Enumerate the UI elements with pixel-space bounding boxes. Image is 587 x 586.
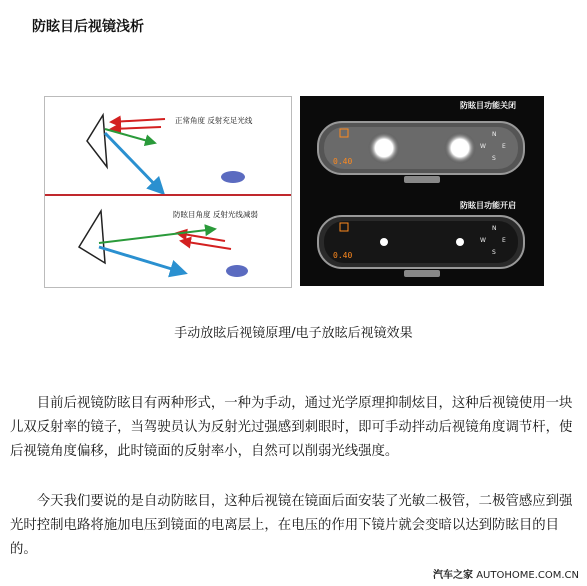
svg-text:N: N <box>492 131 497 138</box>
mirror-bottom <box>79 211 105 263</box>
svg-text:E: E <box>502 237 506 244</box>
readout-top: 0.40 <box>333 157 353 166</box>
photo-bottom-label: 防眩目功能开启 <box>460 201 516 210</box>
svg-text:S: S <box>492 249 496 256</box>
svg-text:W: W <box>480 237 486 244</box>
site-footer <box>433 566 579 581</box>
svg-text:S: S <box>492 155 496 162</box>
mirror-top <box>87 115 107 167</box>
footer-brand: 汽车之家 <box>433 570 474 581</box>
eye-bottom <box>226 265 248 277</box>
diagram-top-label: 正常角度 反射充足光线 <box>175 116 253 125</box>
photo-top-label: 防眩目功能关闭 <box>460 101 516 110</box>
diagram-bottom-label: 防眩目角度 反射光线减弱 <box>173 210 258 219</box>
svg-text:E: E <box>502 143 506 150</box>
svg-text:N: N <box>492 225 497 232</box>
paragraph-manual: 目前后视镜防眩目有两种形式，一种为手动，通过光学原理抑制炫目，这种后视镜使用一块儿双反射率的镜子，当驾驶员认为反射光过强感到刺眼时，即可手动拌动后视镜角度调节杆，使后视镜角度偏移，此时镜面的反射率小，自然可以削弱光线强度。 <box>10 396 573 459</box>
svg-text:W: W <box>480 143 486 150</box>
mirror-photos <box>300 96 544 286</box>
mirror-photos-svg <box>300 96 544 286</box>
page-title: 防眩目后视镜浅析 <box>32 19 144 35</box>
principle-diagram-svg <box>45 97 291 287</box>
eye-top <box>221 171 245 183</box>
readout-bottom: 0.40 <box>333 251 353 260</box>
footer-site: AUTOHOME.COM.CN <box>476 570 579 581</box>
figure-caption: 手动放眩后视镜原理/电子放眩后视镜效果 <box>174 326 413 341</box>
paragraph-auto: 今天我们要说的是自动防眩目，这种后视镜在镜面后面安装了光敏二极管，二极管感应到强光时控制电路将施加电压到镜面的电离层上，在电压的作用下镜片就会变暗以达到防眩目的目的。 <box>10 494 573 557</box>
principle-diagram <box>44 96 292 288</box>
